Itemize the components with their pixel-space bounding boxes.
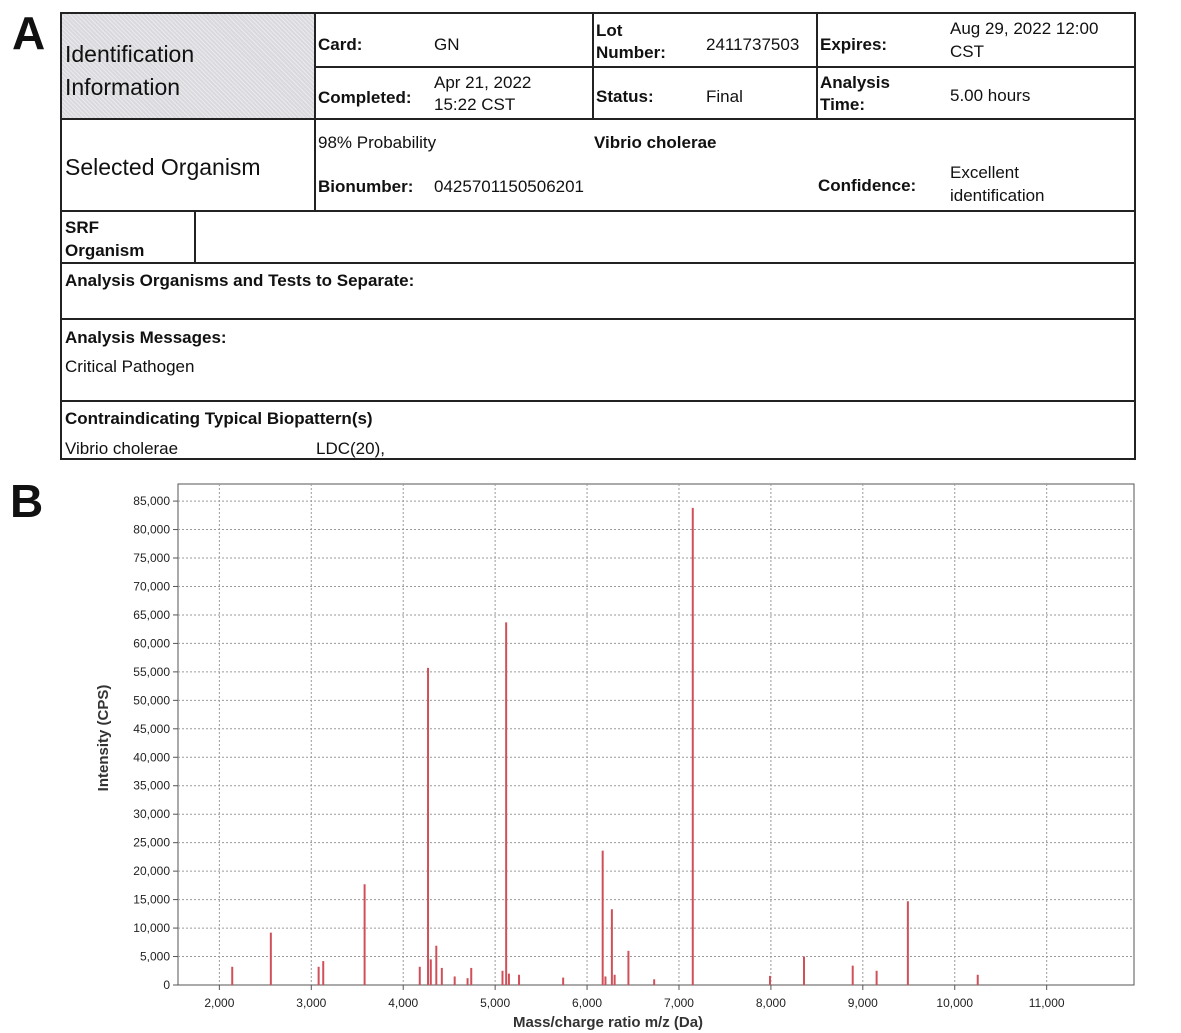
y-tick-label: 70,000 (133, 579, 170, 594)
probability-text: 98% Probability (318, 133, 437, 152)
bionumber-value: 0425701150506201 (434, 177, 585, 196)
plot-frame (178, 484, 1134, 985)
identification-heading-line1: Identification (65, 41, 195, 67)
mass-spectrum-chart (0, 470, 1181, 1033)
axis-ticks (133, 494, 1065, 1010)
x-tick-label: 6,000 (572, 996, 603, 1010)
y-tick-label: 45,000 (133, 721, 170, 736)
peak-series (232, 508, 977, 985)
x-tick-label: 9,000 (847, 996, 878, 1010)
expires-value-line2: CST (950, 42, 984, 61)
x-tick-label: 7,000 (663, 996, 694, 1010)
x-tick-label: 2,000 (204, 996, 235, 1010)
expires-value-line1: Aug 29, 2022 12:00 (950, 19, 1099, 38)
contraindicating-value: LDC(20), (316, 439, 385, 458)
expires-label: Expires: (820, 35, 888, 54)
y-tick-label: 85,000 (133, 494, 170, 509)
y-tick-label: 55,000 (133, 664, 170, 679)
y-tick-label: 80,000 (133, 522, 170, 537)
panel-label-b: B (10, 475, 44, 527)
status-value: Final (706, 87, 743, 106)
y-tick-label: 0 (163, 978, 170, 992)
status-label: Status: (596, 87, 654, 106)
y-tick-label: 15,000 (133, 892, 170, 907)
identification-report (60, 12, 1136, 460)
identification-heading-line2: Information (65, 74, 181, 100)
panel-label-a: A (12, 7, 46, 59)
lot-label-line1: Lot (596, 21, 623, 40)
y-tick-label: 10,000 (133, 921, 170, 936)
y-tick-label: 40,000 (133, 750, 170, 765)
analysis-messages-heading: Analysis Messages: (65, 328, 227, 347)
card-value: GN (434, 35, 460, 54)
contraindicating-organism: Vibrio cholerae (65, 439, 179, 458)
srf-label-line1: SRF (65, 218, 99, 237)
y-axis-title: Intensity (CPS) (95, 684, 112, 792)
x-axis-title: Mass/charge ratio m/z (Da) (512, 1014, 704, 1031)
analysis-organisms-heading: Analysis Organisms and Tests to Separate: (65, 271, 415, 290)
completed-value-line2: 15:22 CST (434, 95, 516, 114)
y-tick-label: 20,000 (133, 864, 170, 879)
x-tick-label: 8,000 (755, 996, 786, 1010)
x-tick-label: 5,000 (480, 996, 511, 1010)
analysis-time-label-line1: Analysis (820, 73, 890, 92)
contraindicating-heading: Contraindicating Typical Biopattern(s) (65, 409, 373, 428)
y-tick-label: 75,000 (133, 551, 170, 566)
y-tick-label: 60,000 (133, 636, 170, 651)
x-tick-label: 3,000 (296, 996, 327, 1010)
analysis-time-value: 5.00 hours (950, 86, 1031, 105)
completed-label: Completed: (318, 88, 412, 107)
x-tick-label: 4,000 (388, 996, 419, 1010)
y-tick-label: 50,000 (133, 693, 170, 708)
y-tick-label: 30,000 (133, 807, 170, 822)
completed-value-line1: Apr 21, 2022 (434, 73, 532, 92)
x-tick-label: 11,000 (1028, 996, 1065, 1010)
srf-label-line2: Organism (65, 241, 145, 260)
selected-organism-heading: Selected Organism (65, 154, 261, 180)
confidence-value-line2: identification (950, 186, 1045, 205)
confidence-value-line1: Excellent (950, 163, 1019, 182)
grid (178, 484, 1134, 985)
y-tick-label: 25,000 (133, 835, 170, 850)
lot-value: 2411737503 (706, 35, 800, 54)
card-label: Card: (318, 35, 363, 54)
analysis-time-label-line2: Time: (820, 95, 866, 114)
confidence-label: Confidence: (818, 176, 917, 195)
x-tick-label: 10,000 (936, 996, 974, 1010)
bionumber-label: Bionumber: (318, 177, 414, 196)
selected-organism-name: Vibrio cholerae (594, 133, 717, 152)
lot-label-line2: Number: (596, 43, 666, 62)
y-tick-label: 35,000 (133, 778, 170, 793)
y-tick-label: 65,000 (133, 607, 170, 622)
y-tick-label: 5,000 (139, 949, 170, 964)
identification-header-cell (62, 14, 314, 118)
analysis-message-text: Critical Pathogen (65, 357, 195, 376)
